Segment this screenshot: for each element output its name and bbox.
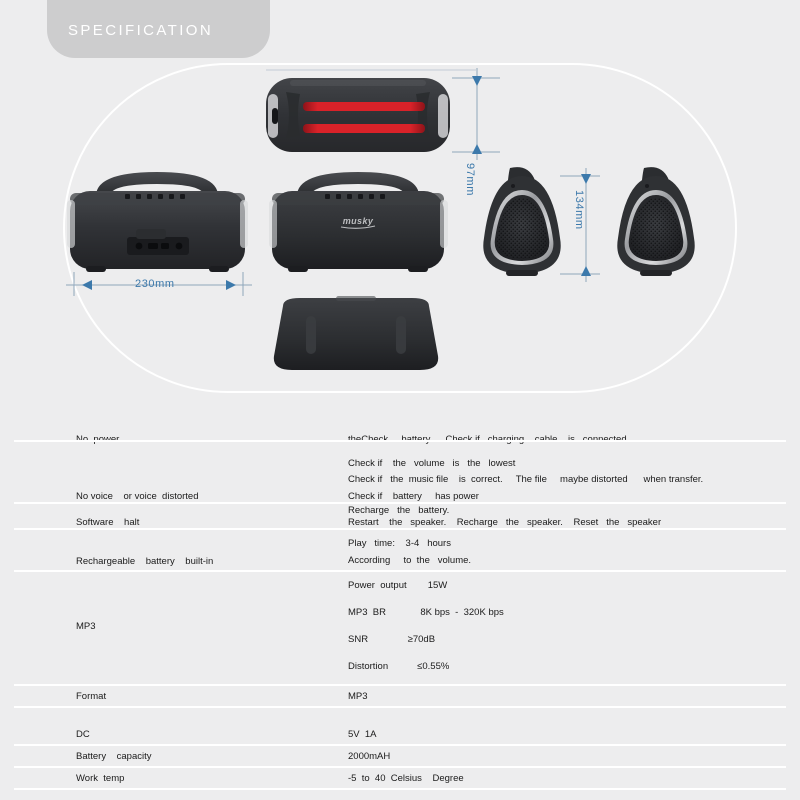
row-value: 2000mAH — [348, 751, 391, 762]
table-row — [0, 530, 800, 572]
row-value-line: According to the volume. — [348, 555, 472, 566]
row-value-line: Check if the volume is the lowest — [348, 458, 516, 469]
table-row — [0, 686, 800, 708]
row-key: Work temp — [76, 773, 125, 784]
row-separator — [14, 788, 786, 790]
row-value-line: Check if battery has power — [348, 491, 479, 502]
row-key: Format — [76, 691, 107, 702]
row-value: -5 to 40 Celsius Degree — [348, 773, 464, 784]
dimension-label-height: 97mm — [464, 163, 476, 196]
table-row — [0, 572, 800, 686]
row-value-line: Recharge the battery. — [348, 505, 450, 516]
row-value-line: Distortion ≤0.55% — [348, 661, 450, 672]
table-row — [0, 746, 800, 768]
product-top-view — [266, 78, 450, 152]
specification-tab-label: SPECIFICATION — [68, 22, 214, 39]
row-value-line: Power output 15W — [348, 580, 448, 591]
product-rear-view — [67, 168, 248, 272]
row-value-line: Check if the music file is correct. The file maybe distorted when transfer. — [348, 474, 704, 485]
specification-table — [0, 400, 800, 800]
product-side-view-left — [483, 167, 560, 276]
product-bottom-view — [274, 296, 438, 370]
row-value: MP3 — [348, 691, 368, 702]
dimension-label-width: 230mm — [135, 278, 175, 290]
table-row — [0, 768, 800, 790]
row-key: MP3 — [76, 621, 96, 632]
table-row — [0, 410, 800, 442]
dimension-label-depth: 134mm — [573, 190, 585, 230]
row-value-line: SNR ≥70dB — [348, 634, 436, 645]
row-key: Rechargeable battery built-in — [76, 556, 214, 567]
product-front-view — [269, 172, 448, 272]
row-value-line: MP3 BR 8K bps - 320K bps — [348, 607, 504, 618]
svg-text:musky: musky — [342, 216, 374, 226]
table-row — [0, 442, 800, 504]
table-row — [0, 504, 800, 530]
row-key: Battery capacity — [76, 751, 152, 762]
row-value-line: Play time: 3-4 hours — [348, 538, 451, 549]
table-row — [0, 708, 800, 746]
row-key: Software halt — [76, 517, 140, 528]
row-key: No voice or voice distorted — [76, 491, 199, 502]
row-value-line: Restart the speaker. Recharge the speaker. Reset the speaker — [348, 517, 662, 528]
product-side-view-right — [617, 167, 694, 276]
row-value: 5V 1A — [348, 729, 377, 740]
row-key: DC — [76, 729, 90, 740]
